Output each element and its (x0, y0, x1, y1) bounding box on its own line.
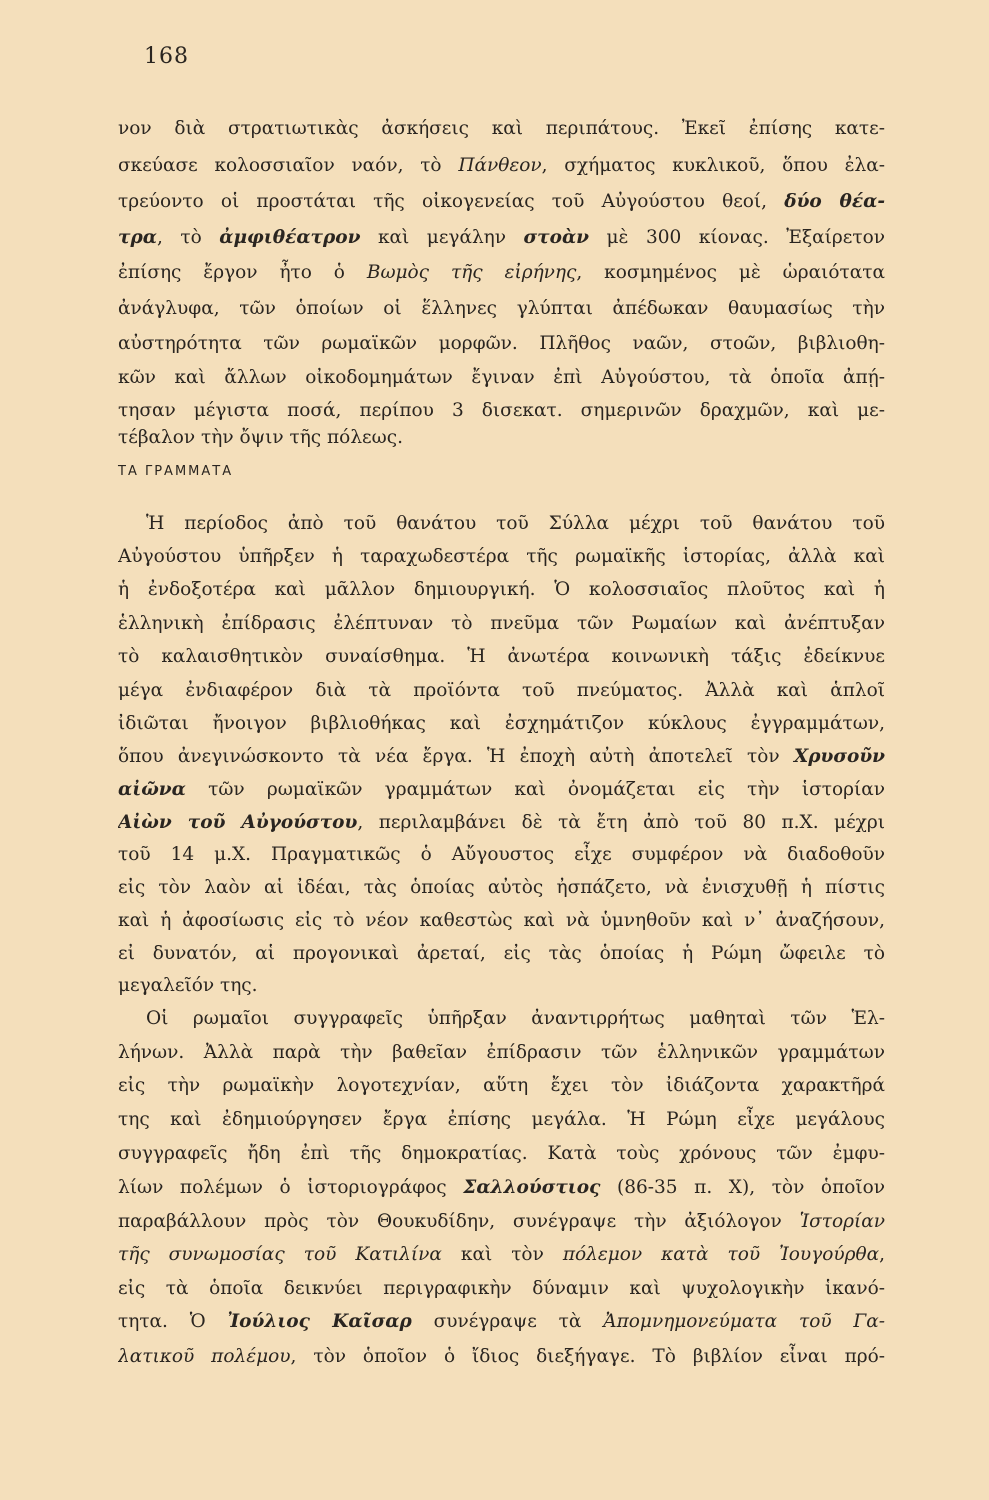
emphasized-text: λατικοῦ πολέμου (118, 1346, 291, 1367)
text-segment: ὅπου ἀνεγινώσκοντο τὰ νέα ἔργα. Ἡ ἐποχὴ αὐτὴ ἀποτελεῖ τὸν (118, 746, 794, 767)
text-segment: εἰς τὴν ρωμαϊκὴν λογοτεχνίαν, αὕτη ἔχει τὸν ἰδιάζοντα χαρακτῆρά (118, 1075, 885, 1096)
text-segment: της καὶ ἐδημιούργησεν ἔργα ἐπίσης μεγάλα. Ἡ Ρώμη εἶχε μεγάλους (118, 1109, 885, 1130)
text-line (118, 1241, 885, 1269)
text-line (118, 776, 885, 804)
text-segment: αὐστηρότητα τῶν ρωμαϊκῶν μορφῶν. Πλῆθος ναῶν, στοῶν, βιβλιοθη- (118, 333, 885, 354)
text-segment: τῶν ρωμαϊκῶν γραμμάτων καὶ ὀνομάζεται εἰς τὴν ἱστορίαν (185, 779, 885, 800)
text-line (118, 677, 885, 705)
text-line (146, 1005, 885, 1033)
text-line (118, 643, 885, 671)
text-line (118, 1208, 885, 1236)
text-segment: μέγα ἐνδιαφέρον διὰ τὰ προϊόντα τοῦ πνεύματος. Ἀλλὰ καὶ ἁπλοῖ (118, 680, 885, 701)
text-line (118, 576, 885, 604)
emphasized-text: Χρυσοῦν (793, 746, 885, 767)
text-segment: ἰδιῶται ἤνοιγον βιβλιοθήκας καὶ ἐσχημάτιζον κύκλους ἐγγραμμάτων, (118, 713, 885, 734)
text-line (118, 1275, 885, 1303)
text-segment: ἡ ἐνδοξοτέρα καὶ μᾶλλον δημιουργική. Ὁ κολοσσιαῖος πλοῦτος καὶ ἡ (118, 579, 885, 600)
emphasized-text: Ἰούλιος Καῖσαρ (227, 1311, 412, 1332)
page-number: 168 (144, 44, 189, 69)
text-segment: , περιλαμβάνει δὲ τὰ ἔτη ἀπὸ τοῦ 80 π.Χ. μέχρι (357, 812, 885, 833)
text-line (118, 1106, 885, 1134)
text-segment: καὶ μεγάλην (360, 227, 524, 248)
emphasized-text: Ἱστορίαν (799, 1211, 885, 1232)
text-segment: τησαν μέγιστα ποσά, περίπου 3 δισεκατ. σημερινῶν δραχμῶν, καὶ με- (118, 400, 885, 421)
text-segment: συγγραφεῖς ἤδη ἐπὶ τῆς δημοκρατίας. Κατὰ τοὺς χρόνους τῶν ἐμφυ- (118, 1143, 885, 1164)
text-segment: τητα. Ὁ (118, 1311, 228, 1332)
text-segment: σκεύασε κολοσσιαῖον ναόν, τὸ (118, 155, 459, 176)
section-heading: ΤΑ ΓΡΑΜΜΑΤΑ (118, 464, 234, 479)
text-line (118, 1174, 885, 1202)
text-segment: τὸ καλαισθητικὸν συναίσθημα. Ἡ ἀνωτέρα κοινωνικὴ τάξις ἐδείκνυε (118, 646, 885, 667)
text-line (118, 972, 885, 1000)
emphasized-text: αἰῶνα (118, 779, 186, 800)
text-segment: τέβαλον τὴν ὄψιν τῆς πόλεως. (118, 427, 403, 448)
text-line (118, 1308, 885, 1336)
text-segment: (86-35 π. Χ), τὸν ὁποῖον (600, 1177, 885, 1198)
emphasized-text: τῆς συνωμοσίας τοῦ Κατιλίνα (118, 1244, 442, 1265)
text-line (118, 743, 885, 771)
text-line (118, 543, 885, 571)
text-line (118, 397, 885, 425)
text-line (118, 1140, 885, 1168)
text-segment: λίων πολέμων ὁ ἱστοριογράφος (118, 1177, 464, 1198)
emphasized-text: Σαλλούστιος (463, 1177, 601, 1198)
text-line (118, 364, 885, 392)
text-line (118, 115, 885, 143)
text-segment: , τὸν ὁποῖον ὁ ἴδιος διεξήγαγε. Τὸ βιβλίον εἶναι πρό- (290, 1346, 885, 1367)
text-segment: εἰ δυνατόν, αἱ προγονικαὶ ἀρεταί, εἰς τὰς ὁποίας ἡ Ρώμη ὤφειλε τὸ (118, 943, 885, 964)
emphasized-text: δύο θέα- (784, 191, 885, 212)
text-segment: Ἡ περίοδος ἀπὸ τοῦ θανάτου τοῦ Σύλλα μέχρι τοῦ θανάτου τοῦ (146, 513, 885, 534)
text-line (118, 907, 885, 935)
text-line (118, 259, 885, 287)
text-line (118, 188, 885, 216)
text-line (118, 841, 885, 869)
emphasized-text: στοὰν (523, 227, 590, 248)
text-segment: λήνων. Ἀλλὰ παρὰ τὴν βαθεῖαν ἐπίδρασιν τῶν ἑλληνικῶν γραμμάτων (118, 1042, 885, 1063)
emphasized-text: Αἰὼν τοῦ Αὐγούστου (118, 812, 358, 833)
text-segment: Αὐγούστου ὑπῆρξεν ἡ ταραχωδεστέρα τῆς ρωμαϊκῆς ἱστορίας, ἀλλὰ καὶ (118, 546, 885, 567)
text-segment: τρεύοντο οἱ προστάται τῆς οἰκογενείας τοῦ Αὐγούστου θεοί, (118, 191, 785, 212)
emphasized-text: τρα (118, 227, 157, 248)
text-segment: συνέγραψε τὰ (411, 1311, 604, 1332)
text-line (118, 152, 885, 180)
text-segment: ἀνάγλυφα, τῶν ὁποίων οἱ ἕλληνες γλύπται ἀπέδωκαν θαυμασίως τὴν (118, 298, 885, 319)
text-line (118, 295, 885, 323)
text-segment: μὲ 300 κίονας. Ἐξαίρετον (589, 227, 885, 248)
text-segment: ἑλληνικὴ ἐπίδρασις ἐλέπτυναν τὸ πνεῦμα τῶν Ρωμαίων καὶ ἀνέπτυξαν (118, 613, 885, 634)
text-line (118, 330, 885, 358)
emphasized-text: ἀμφιθέατρον (219, 227, 361, 248)
text-line (118, 224, 885, 252)
emphasized-text: Ἀπομνημονεύματα τοῦ Γα- (603, 1311, 885, 1332)
text-segment: , τὸ (157, 227, 220, 248)
text-segment: ἐπίσης ἔργον ἦτο ὁ (118, 262, 367, 283)
text-line (118, 710, 885, 738)
text-segment: , σχήματος κυκλικοῦ, ὅπου ἐλα- (541, 155, 885, 176)
text-line (118, 874, 885, 902)
text-segment: μεγαλεῖόν της. (118, 975, 258, 996)
emphasized-text: πόλεμον κατὰ τοῦ Ἰουγούρθα (562, 1244, 880, 1265)
text-segment: εἰς τὸν λαὸν αἱ ἰδέαι, τὰς ὁποίας αὐτὸς ἠσπάζετο, νὰ ἐνισχυθῇ ἡ πίστις (118, 877, 885, 898)
text-segment: καὶ ἡ ἀφοσίωσις εἰς τὸ νέον καθεστὼς καὶ νὰ ὑμνηθοῦν καὶ ν᾽ ἀναζήσουν, (118, 910, 885, 931)
text-segment: καὶ τὸν (441, 1244, 563, 1265)
text-segment: εἰς τὰ ὁποῖα δεικνύει περιγραφικὴν δύναμιν καὶ ψυχολογικὴν ἱκανό- (118, 1278, 885, 1299)
text-line (146, 510, 885, 538)
text-line (118, 424, 885, 452)
text-line (118, 809, 885, 837)
text-line (118, 1072, 885, 1100)
text-segment: κῶν καὶ ἄλλων οἰκοδομημάτων ἔγιναν ἐπὶ Αὐγούστου, τὰ ὁποῖα ἀπῄ- (118, 367, 885, 388)
emphasized-text: Βωμὸς τῆς εἰρήνης (366, 262, 577, 283)
text-segment: , κοσμημένος μὲ ὡραιότατα (576, 262, 885, 283)
text-segment: τοῦ 14 μ.Χ. Πραγματικῶς ὁ Αὔγουστος εἶχε συμφέρον νὰ διαδοθοῦν (118, 844, 885, 865)
text-segment: παραβάλλουν πρὸς τὸν Θουκυδίδην, συνέγραψε τὴν ἀξιόλογον (118, 1211, 800, 1232)
text-line (118, 610, 885, 638)
text-line (118, 1039, 885, 1067)
emphasized-text: Πάνθεον (458, 155, 542, 176)
text-line (118, 1343, 885, 1371)
text-segment: Οἱ ρωμαῖοι συγγραφεῖς ὑπῆρξαν ἀναντιρρήτως μαθηταὶ τῶν Ἑλ- (146, 1008, 885, 1029)
text-segment: , (879, 1244, 885, 1265)
text-segment: νον διὰ στρατιωτικὰς ἀσκήσεις καὶ περιπάτους. Ἐκεῖ ἐπίσης κατε- (118, 118, 885, 139)
text-line (118, 940, 885, 968)
